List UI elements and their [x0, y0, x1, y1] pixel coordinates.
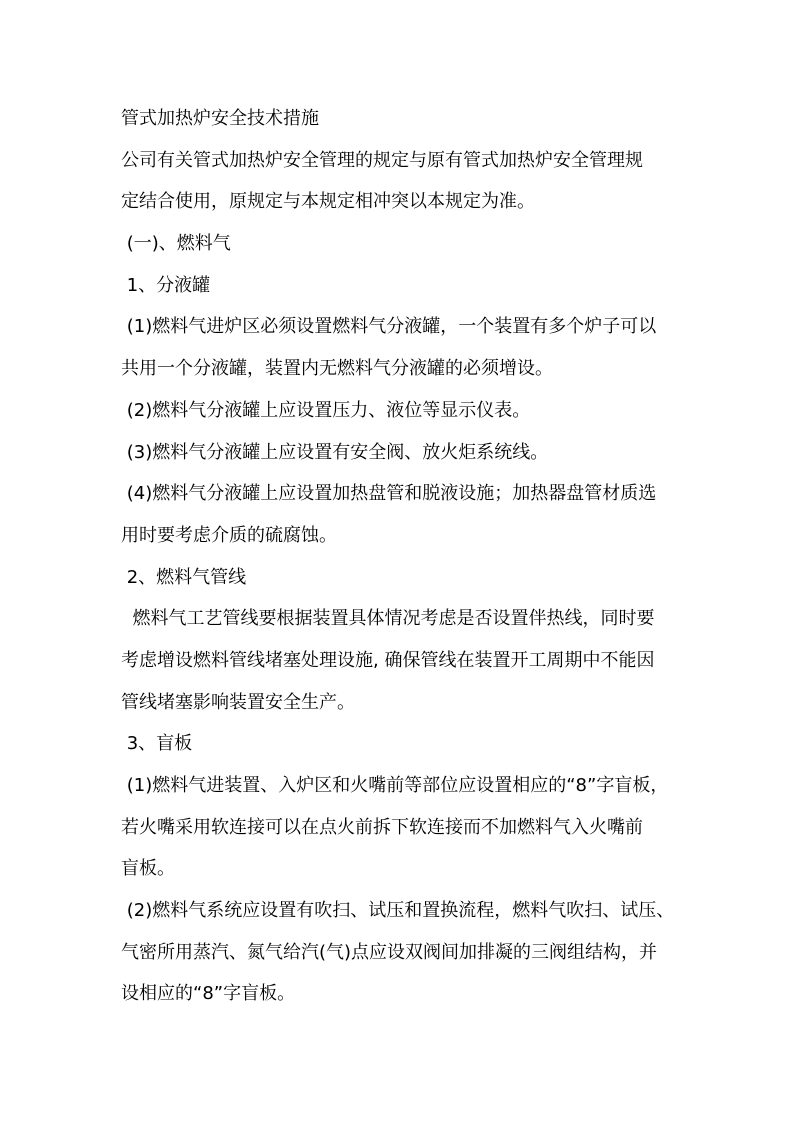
subsection-heading: 3、盲板: [121, 733, 193, 755]
text-line: 盲板。: [121, 858, 175, 880]
text-line: (1)燃料气进炉区必须设置燃料气分液罐，一个装置有多个炉子可以: [121, 316, 657, 338]
document-title: 管式加热炉安全技术措施: [121, 108, 319, 129]
text-line: 燃料气工艺管线要根据装置具体情况考虑是否设置伴热线，同时要: [121, 608, 655, 630]
text-line: 共用一个分液罐，装置内无燃料气分液罐的必须增设。: [121, 358, 553, 380]
subsection-heading: 1、分液罐: [121, 274, 211, 296]
text-line: 用时要考虑介质的硫腐蚀。: [121, 524, 337, 546]
document-body: [121, 98, 681, 1015]
text-line: 若火嘴采用软连接可以在点火前拆下软连接而不加燃料气入火嘴前: [121, 816, 643, 838]
text-line: 公司有关管式加热炉安全管理的规定与原有管式加热炉安全管理规: [121, 149, 643, 171]
text-line: (4)燃料气分液罐上应设置加热盘管和脱液设施；加热器盘管材质选: [121, 483, 657, 505]
text-line: 考虑增设燃料管线堵塞处理设施, 确保管线在装置开工周期中不能因: [121, 649, 655, 671]
text-line: (1)燃料气进装置、入炉区和火嘴前等部位应设置相应的“8”字盲板，: [121, 775, 669, 796]
text-line: 管线堵塞影响装置安全生产。: [121, 691, 355, 713]
text-line: 气密所用蒸汽、氮气给汽(气)点应设双阀间加排凝的三阀组结构，并: [121, 941, 658, 963]
text-line: (3)燃料气分液罐上应设置有安全阀、放火炬系统线。: [121, 441, 549, 463]
text-line: 设相应的“8”字盲板。: [121, 983, 296, 1005]
subsection-heading: 2、燃料气管线: [121, 566, 247, 588]
text-line: (2)燃料气分液罐上应设置压力、液位等显示仪表。: [121, 399, 531, 421]
text-line: (2)燃料气系统应设置有吹扫、试压和置换流程，燃料气吹扫、试压、: [121, 900, 675, 922]
section-heading: (一)、燃料气: [121, 233, 231, 255]
text-line: 定结合使用，原规定与本规定相冲突以本规定为准。: [121, 191, 535, 213]
